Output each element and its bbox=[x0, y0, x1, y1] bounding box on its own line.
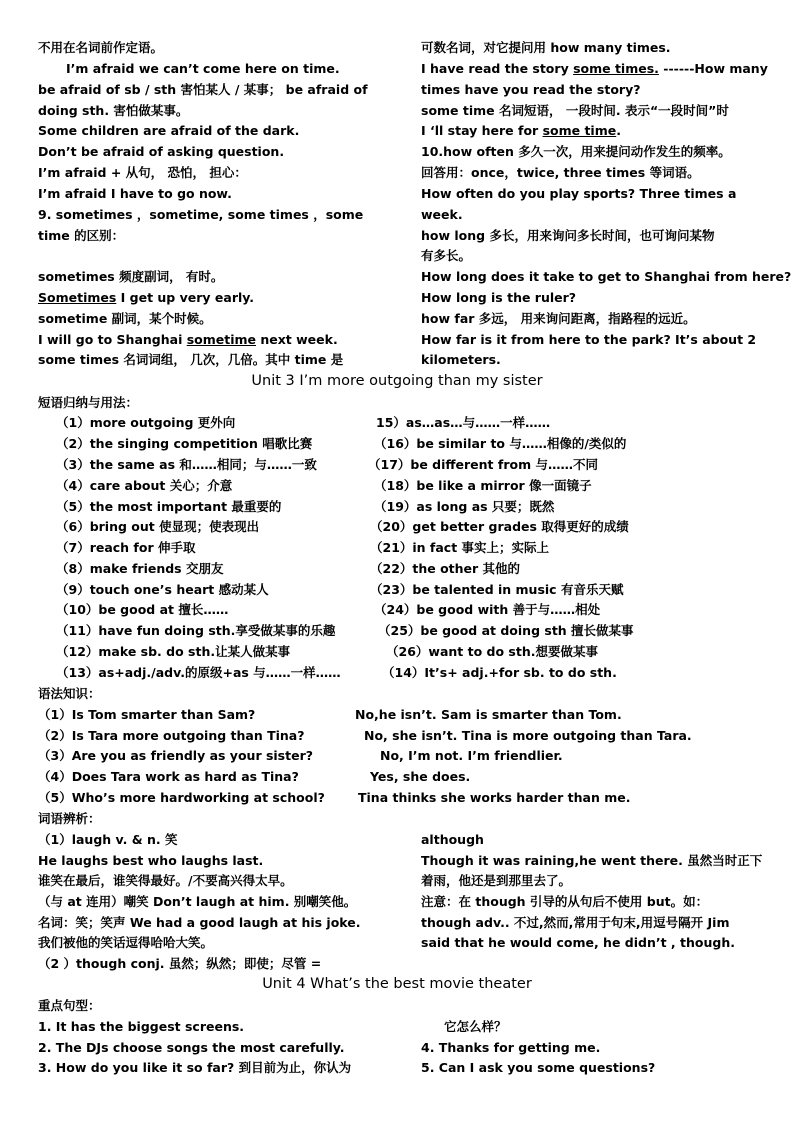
text-line: some time 名词短语， 一段时间. 表示“一段时间”时 bbox=[421, 103, 729, 118]
text-line: sometime 副词，某个时候。 bbox=[38, 311, 212, 326]
text-line: though adv.. 不过,然而,常用于句末,用逗号隔开 Jim bbox=[421, 915, 730, 930]
text-line: He laughs best who laughs last. bbox=[38, 853, 264, 868]
phrase-item: （22）the other 其他的 bbox=[370, 561, 521, 576]
grammar-answer: No, she isn’t. Tina is more outgoing than Tara. bbox=[364, 728, 692, 743]
grammar-answer: Tina thinks she works harder than me. bbox=[358, 790, 631, 805]
phrase-item: （9）touch one’s heart 感动某人 bbox=[56, 582, 269, 597]
phrase-item: （6）bring out 使显现；使表现出 bbox=[56, 519, 260, 534]
section-heading: 语法知识： bbox=[38, 686, 101, 701]
underlined-word: some times. bbox=[573, 61, 659, 76]
phrase-item: （5）the most important 最重要的 bbox=[56, 499, 282, 514]
text-line: 谁笑在最后，谁笑得最好。/不要高兴得太早。 bbox=[38, 873, 293, 888]
text-line: 10.how often 多久一次，用来提问动作发生的频率。 bbox=[421, 144, 731, 159]
text-line: be afraid of sb / sth 害怕某人 / 某事； be afraid of bbox=[38, 82, 368, 97]
phrase-item: （3）the same as 和……相同；与……一致 bbox=[56, 457, 317, 472]
text-line bbox=[38, 330, 338, 350]
text-fragment: ------How many bbox=[658, 61, 768, 76]
text-line: Don’t be afraid of asking question. bbox=[38, 144, 285, 159]
text-line: 不用在名词前作定语。 bbox=[38, 40, 164, 55]
unit-4-title: Unit 4 What’s the best movie theater bbox=[262, 976, 532, 992]
text-line: times have you read the story? bbox=[421, 82, 641, 97]
text-line: 着雨，他还是到那里去了。 bbox=[421, 873, 572, 888]
text-line: 注意：在 though 引导的从句后不使用 but。如： bbox=[421, 894, 709, 909]
text-line: doing sth. 害怕做某事。 bbox=[38, 103, 189, 118]
key-sentence: 它怎么样？ bbox=[444, 1019, 507, 1034]
text-line bbox=[421, 59, 768, 79]
text-line: Some children are afraid of the dark. bbox=[38, 123, 300, 138]
section-heading: 重点句型： bbox=[38, 998, 101, 1013]
phrase-item: （11）have fun doing sth.享受做某事的乐趣 bbox=[56, 623, 336, 638]
phrase-item: （8）make friends 交朋友 bbox=[56, 561, 224, 576]
section-heading: 词语辨析： bbox=[38, 811, 101, 826]
text-fragment: next week. bbox=[256, 332, 338, 347]
phrase-item: （12）make sb. do sth.让某人做某事 bbox=[56, 644, 291, 659]
text-line: said that he would come, he didn’t , though. bbox=[421, 935, 735, 950]
phrase-item: （19）as long as 只要；既然 bbox=[374, 499, 555, 514]
phrase-item: （14）It’s+ adj.+for sb. to do sth. bbox=[382, 665, 617, 680]
text-line: time 的区别： bbox=[38, 228, 125, 243]
text-line: How often do you play sports? Three times a bbox=[421, 186, 737, 201]
grammar-question: （3）Are you as friendly as your sister? bbox=[38, 748, 313, 763]
phrase-item: （7）reach for 伸手取 bbox=[56, 540, 196, 555]
underlined-word: sometime bbox=[186, 332, 257, 347]
phrase-item: （24）be good with 善于与……相处 bbox=[374, 602, 601, 617]
underlined-word: some time bbox=[542, 123, 617, 138]
phrase-item: （21）in fact 事实上；实际上 bbox=[370, 540, 550, 555]
phrase-item: （13）as+adj./adv.的原级+as 与……一样…… bbox=[56, 665, 341, 680]
key-sentence: 3. How do you like it so far? 到目前为止，你认为 bbox=[38, 1060, 352, 1075]
phrase-item: （16）be similar to 与……相像的/类似的 bbox=[374, 436, 627, 451]
grammar-question: （4）Does Tara work as hard as Tina? bbox=[38, 769, 299, 784]
text-line: （与 at 连用）嘲笑 Don’t laugh at him. 别嘲笑他。 bbox=[38, 894, 357, 909]
text-line: sometimes 频度副词， 有时。 bbox=[38, 269, 224, 284]
text-line: how long 多长，用来询问多长时间，也可询问某物 bbox=[421, 228, 715, 243]
text-fragment: I ‘ll stay here for bbox=[421, 123, 543, 138]
phrase-item: （1）more outgoing 更外向 bbox=[56, 415, 236, 430]
text-line: how far 多远， 用来询问距离，指路程的远近。 bbox=[421, 311, 696, 326]
phrase-item: （23）be talented in music 有音乐天赋 bbox=[370, 582, 624, 597]
grammar-question: （2）Is Tara more outgoing than Tina? bbox=[38, 728, 305, 743]
text-line: although bbox=[421, 832, 484, 847]
phrase-item: （2）the singing competition 唱歌比赛 bbox=[56, 436, 313, 451]
text-line: I’m afraid we can’t come here on time. bbox=[66, 61, 340, 76]
text-line: 我们被他的笑话逗得哈哈大笑。 bbox=[38, 935, 214, 950]
text-line: 9. sometimes ，sometime, some times ，some bbox=[38, 207, 364, 222]
text-fragment: I get up very early. bbox=[120, 290, 255, 305]
grammar-answer: Yes, she does. bbox=[370, 769, 471, 784]
text-line: week. bbox=[421, 207, 463, 222]
phrase-item: （10）be good at 擅长…… bbox=[56, 602, 229, 617]
text-line: 可数名词，对它提问用 how many times. bbox=[421, 40, 671, 55]
grammar-question: （1）Is Tom smarter than Sam? bbox=[38, 707, 256, 722]
phrase-item: 15）as…as…与……一样…… bbox=[376, 415, 551, 430]
key-sentence: 1. It has the biggest screens. bbox=[38, 1019, 245, 1034]
text-line: How long does it take to get to Shanghai from here? bbox=[421, 269, 792, 284]
text-line: kilometers. bbox=[421, 352, 501, 367]
text-line: Though it was raining,he went there. 虽然当时正下 bbox=[421, 853, 763, 868]
grammar-answer: No,he isn’t. Sam is smarter than Tom. bbox=[355, 707, 622, 722]
key-sentence: 5. Can I ask you some questions? bbox=[421, 1060, 656, 1075]
text-line: 回答用：once，twice, three times 等词语。 bbox=[421, 165, 700, 180]
unit-3-title: Unit 3 I’m more outgoing than my sister bbox=[251, 373, 543, 389]
text-line: 有多长。 bbox=[421, 248, 472, 263]
grammar-question: （5）Who’s more hardworking at school? bbox=[38, 790, 325, 805]
text-line: How long is the ruler? bbox=[421, 290, 577, 305]
key-sentence: 2. The DJs choose songs the most carefully. bbox=[38, 1040, 345, 1055]
text-line: 名词：笑；笑声 We had a good laugh at his joke. bbox=[38, 915, 361, 930]
text-line: I’m afraid I have to go now. bbox=[38, 186, 232, 201]
phrase-item: （18）be like a mirror 像一面镜子 bbox=[374, 478, 592, 493]
phrase-item: （20）get better grades 取得更好的成绩 bbox=[370, 519, 629, 534]
phrase-item: （25）be good at doing sth 擅长做某事 bbox=[378, 623, 634, 638]
phrase-item: （4）care about 关心；介意 bbox=[56, 478, 233, 493]
text-line: （1）laugh v. & n. 笑 bbox=[38, 832, 178, 847]
phrase-item: （17）be different from 与……不同 bbox=[368, 457, 598, 472]
phrase-item: （26）want to do sth.想要做某事 bbox=[386, 644, 598, 659]
text-fragment: I have read the story bbox=[421, 61, 574, 76]
text-line bbox=[38, 288, 254, 308]
text-line bbox=[421, 121, 621, 141]
text-line: （2 ）though conj. 虽然；纵然；即使；尽管 = bbox=[38, 956, 322, 971]
section-heading: 短语归纳与用法： bbox=[38, 395, 139, 410]
key-sentence: 4. Thanks for getting me. bbox=[421, 1040, 601, 1055]
text-fragment: I will go to Shanghai bbox=[38, 332, 187, 347]
text-line: How far is it from here to the park? It’s about 2 bbox=[421, 332, 757, 347]
grammar-answer: No, I’m not. I’m friendlier. bbox=[380, 748, 563, 763]
underlined-word: Sometimes bbox=[38, 290, 117, 305]
text-line: some times 名词词组， 几次，几倍。其中 time 是 bbox=[38, 352, 344, 367]
text-line: I’m afraid + 从句， 恐怕， 担心： bbox=[38, 165, 247, 180]
text-fragment: . bbox=[616, 123, 621, 138]
